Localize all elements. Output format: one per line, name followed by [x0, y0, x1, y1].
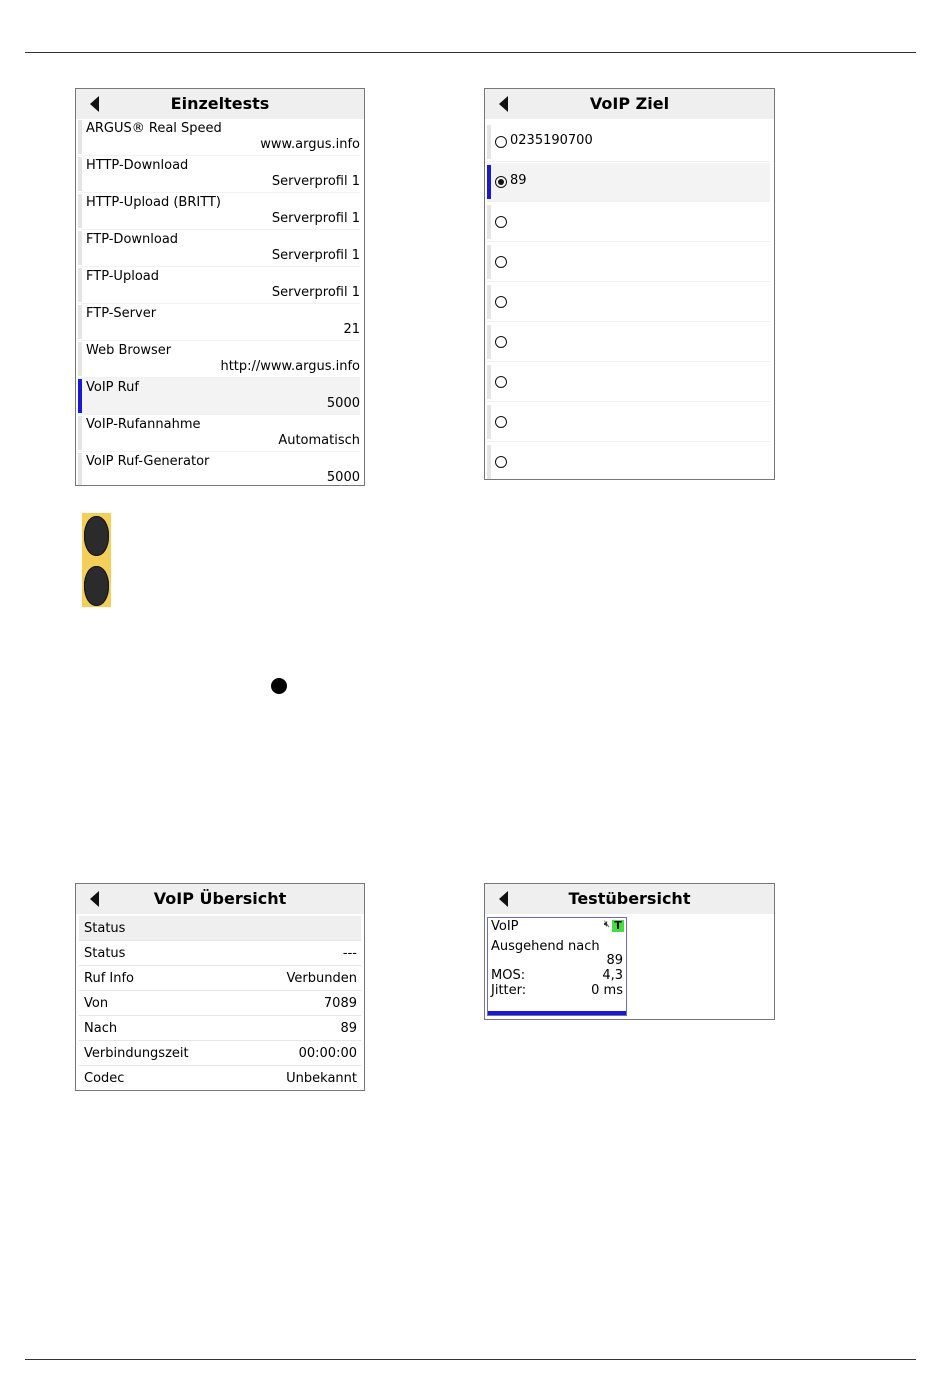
- item-label: ARGUS® Real Speed: [86, 121, 222, 136]
- radio-button-icon[interactable]: [495, 376, 507, 388]
- tile-name: VoIP: [491, 919, 519, 934]
- mos-label: MOS:: [491, 968, 526, 983]
- item-label: VoIP Ruf: [86, 380, 139, 395]
- radio-button-selected-icon[interactable]: [495, 176, 507, 188]
- row-value: 89: [340, 1021, 357, 1036]
- row-value: Unbekannt: [286, 1071, 357, 1086]
- list-item-web-browser[interactable]: [78, 341, 360, 378]
- table-row: [79, 991, 361, 1016]
- radio-option-1[interactable]: [487, 163, 770, 202]
- radio-button-icon[interactable]: [495, 256, 507, 268]
- item-marker: [487, 365, 491, 399]
- item-marker: [487, 405, 491, 439]
- table-row: [79, 941, 361, 966]
- item-label: FTP-Server: [86, 306, 157, 321]
- item-value: Serverprofil 1: [271, 174, 360, 189]
- item-marker: [487, 445, 491, 479]
- item-marker: [487, 325, 491, 359]
- section-header: [79, 916, 361, 941]
- tile-direction: Ausgehend nach: [491, 939, 600, 954]
- list-item-argus-real-speed[interactable]: [78, 119, 360, 156]
- row-key: Von: [84, 996, 109, 1011]
- device-keys-icon: [82, 513, 111, 607]
- item-marker: [487, 245, 491, 279]
- back-arrow-icon[interactable]: [499, 96, 508, 112]
- item-value: 5000: [326, 396, 360, 411]
- item-value: Serverprofil 1: [271, 211, 360, 226]
- radio-option-0[interactable]: [487, 123, 770, 162]
- item-marker: [78, 194, 82, 228]
- testuebersicht-screen: [484, 883, 775, 1020]
- voip-uebersicht-screen: [75, 883, 365, 1091]
- list-item-ftp-server[interactable]: [78, 304, 360, 341]
- table-row: [79, 1041, 361, 1066]
- item-label: HTTP-Upload (BRITT): [86, 195, 221, 210]
- radio-button-icon[interactable]: [495, 136, 507, 148]
- item-value: 21: [343, 322, 360, 337]
- row-key: Verbindungszeit: [84, 1046, 189, 1061]
- item-label: Web Browser: [86, 343, 172, 358]
- bullet-dot-icon: [271, 678, 287, 694]
- back-arrow-icon[interactable]: [90, 96, 99, 112]
- section-label: Status: [84, 921, 126, 936]
- radio-option-7[interactable]: [487, 403, 770, 442]
- status-badge: T: [612, 920, 624, 932]
- list-item-voip-rufannahme[interactable]: [78, 415, 360, 452]
- radio-button-icon[interactable]: [495, 416, 507, 428]
- option-number: 0235190700: [510, 133, 593, 148]
- einzeltests-titlebar: [76, 89, 364, 119]
- upper-key-icon: [84, 516, 109, 556]
- list-item-voip-ruf[interactable]: [78, 378, 360, 415]
- row-key: Codec: [84, 1071, 125, 1086]
- back-arrow-icon[interactable]: [499, 891, 508, 907]
- selection-marker: [487, 165, 491, 199]
- radio-button-icon[interactable]: [495, 456, 507, 468]
- item-value: 5000: [326, 470, 360, 485]
- radio-button-icon[interactable]: [495, 216, 507, 228]
- option-number: 89: [510, 173, 527, 188]
- row-key: Ruf Info: [84, 971, 135, 986]
- voip-ziel-titlebar: [485, 89, 774, 119]
- row-value: Verbunden: [286, 971, 357, 986]
- item-marker: [78, 453, 82, 486]
- list-item-ftp-download[interactable]: [78, 230, 360, 267]
- radio-button-icon[interactable]: [495, 336, 507, 348]
- item-marker: [78, 157, 82, 191]
- item-marker: [487, 285, 491, 319]
- item-marker: [78, 268, 82, 302]
- item-marker: [487, 125, 491, 159]
- table-row: [79, 1066, 361, 1090]
- einzeltests-screen: [75, 88, 365, 486]
- jitter-value: 0 ms: [591, 983, 623, 998]
- item-value: http://www.argus.info: [220, 359, 360, 374]
- item-value: Automatisch: [278, 433, 360, 448]
- item-marker: [78, 305, 82, 339]
- table-row: [79, 966, 361, 991]
- list-item-http-upload[interactable]: [78, 193, 360, 230]
- screen-title: VoIP Ziel: [589, 94, 670, 113]
- row-value: 00:00:00: [298, 1046, 357, 1061]
- voip-test-tile[interactable]: [487, 917, 627, 1016]
- item-label: VoIP-Rufannahme: [86, 417, 201, 432]
- table-row: [79, 1016, 361, 1041]
- row-value: ---: [342, 946, 357, 961]
- item-label: HTTP-Download: [86, 158, 189, 173]
- item-label: FTP-Download: [86, 232, 179, 247]
- bottom-rule: [25, 1359, 916, 1360]
- radio-option-4[interactable]: [487, 283, 770, 322]
- radio-option-2[interactable]: [487, 203, 770, 242]
- jitter-label: Jitter:: [491, 983, 527, 998]
- list-item-ftp-upload[interactable]: [78, 267, 360, 304]
- row-key: Nach: [84, 1021, 118, 1036]
- row-key: Status: [84, 946, 126, 961]
- screen-title: Einzeltests: [170, 94, 270, 113]
- item-label: VoIP Ruf-Generator: [86, 454, 210, 469]
- item-marker: [78, 120, 82, 154]
- back-arrow-icon[interactable]: [90, 891, 99, 907]
- list-item-voip-ruf-generator[interactable]: [78, 452, 360, 486]
- mos-value: 4,3: [602, 968, 623, 983]
- item-marker: [487, 205, 491, 239]
- item-label: FTP-Upload: [86, 269, 159, 284]
- radio-button-icon[interactable]: [495, 296, 507, 308]
- speaker-muted-icon: 🔇︎: [603, 919, 610, 930]
- item-value: Serverprofil 1: [271, 285, 360, 300]
- voip-ziel-screen: [484, 88, 775, 480]
- screen-title: Testübersicht: [568, 889, 691, 908]
- screen-title: VoIP Übersicht: [153, 889, 287, 908]
- item-marker: [78, 231, 82, 265]
- radio-option-5[interactable]: [487, 323, 770, 362]
- radio-option-3[interactable]: [487, 243, 770, 282]
- tile-progress-bar: [488, 1011, 626, 1015]
- item-marker: [78, 342, 82, 376]
- top-rule: [25, 52, 916, 53]
- testuebersicht-titlebar: [485, 884, 774, 914]
- list-item-http-download[interactable]: [78, 156, 360, 193]
- radio-option-6[interactable]: [487, 363, 770, 402]
- item-value: www.argus.info: [260, 137, 360, 152]
- lower-key-icon: [84, 566, 109, 606]
- radio-option-8[interactable]: [487, 443, 770, 480]
- voip-uebersicht-titlebar: [76, 884, 364, 914]
- selection-marker: [78, 379, 82, 413]
- item-marker: [78, 416, 82, 450]
- row-value: 7089: [323, 996, 357, 1011]
- tile-number: 89: [606, 953, 623, 968]
- item-value: Serverprofil 1: [271, 248, 360, 263]
